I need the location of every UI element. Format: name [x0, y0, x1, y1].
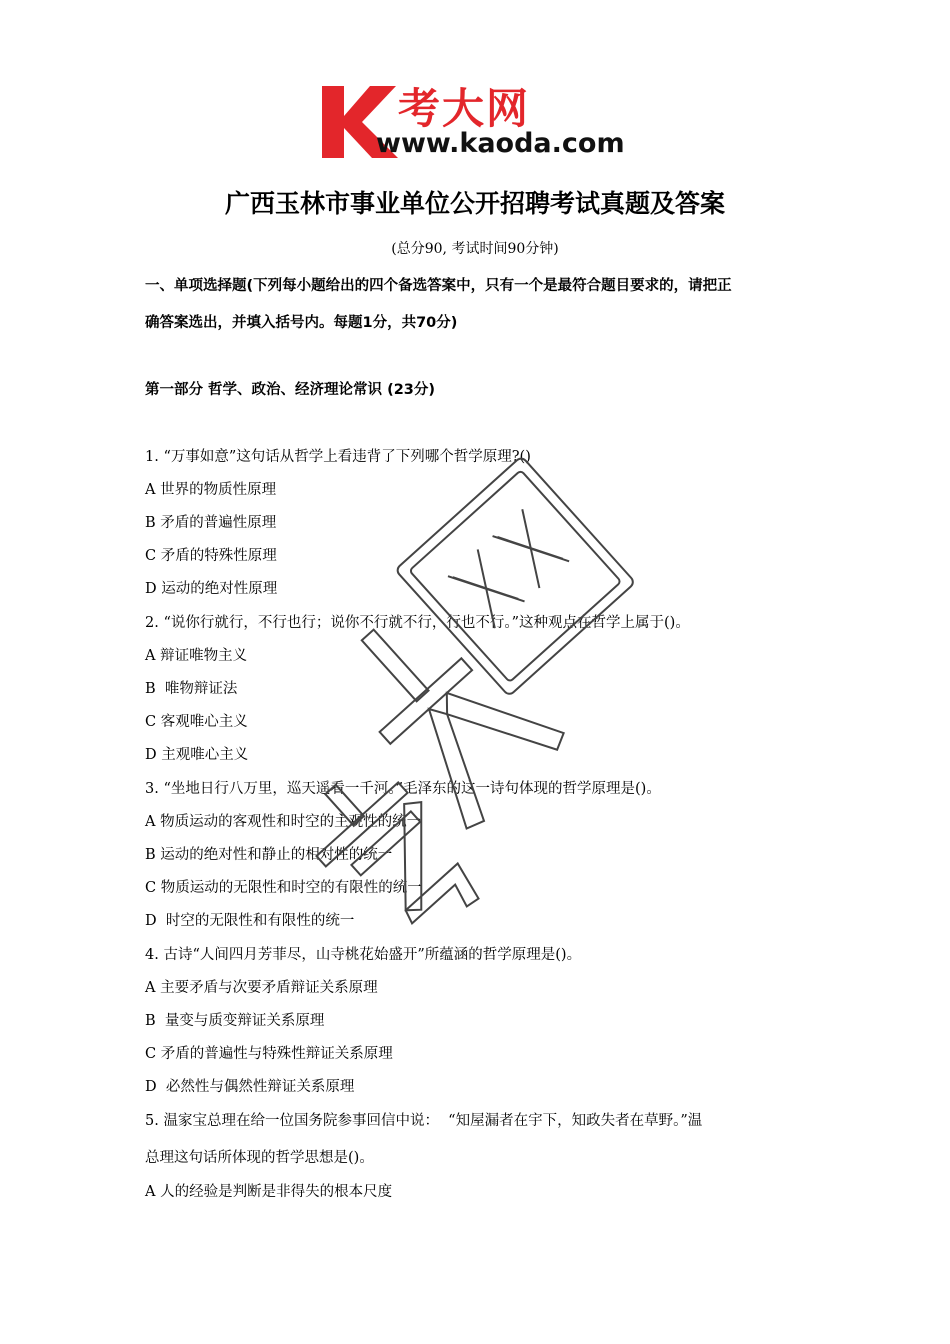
answer-option: C 矛盾的普遍性与特殊性辩证关系原理 — [145, 1046, 393, 1062]
answer-option: B 量变与质变辩证关系原理 — [145, 1013, 325, 1029]
answer-option: C 客观唯心主义 — [145, 714, 248, 730]
question-stem: 3. “坐地日行八万里，巡天遥看一千河。”毛泽东的这一诗句体现的哲学原理是()。 — [145, 781, 661, 797]
section-heading-line1: 一、单项选择题(下列每小题给出的四个备选答案中，只有一个是最符合题目要求的，请把正 — [145, 278, 732, 294]
question-stem: 1. “万事如意”这句话从哲学上看违背了下列哪个哲学原理?() — [145, 449, 531, 465]
document-title: 广西玉林市事业单位公开招聘考试真题及答案 — [224, 189, 725, 218]
document-subtitle: (总分90, 考试时间90分钟) — [391, 241, 559, 257]
answer-option: A 人的经验是判断是非得失的根本尺度 — [145, 1184, 393, 1200]
question-stem-line1: 5. 温家宝总理在给一位国务院参事回信中说： “知屋漏者在宇下，知政失者在草野。”温 — [145, 1113, 703, 1129]
section-heading-line2: 确答案选出，并填入括号内。每题1分，共70分) — [145, 315, 458, 331]
answer-option: C 矛盾的特殊性原理 — [145, 548, 277, 564]
answer-option: D 必然性与偶然性辩证关系原理 — [145, 1079, 355, 1095]
answer-option: A 辩证唯物主义 — [145, 648, 248, 664]
kaoda-logo — [318, 82, 638, 162]
answer-option: A 世界的物质性原理 — [145, 482, 277, 498]
answer-option: D 运动的绝对性原理 — [145, 581, 278, 597]
answer-option: A 主要矛盾与次要矛盾辩证关系原理 — [145, 980, 378, 996]
answer-option: B 运动的绝对性和静止的相对性的统一 — [145, 847, 393, 863]
part-title: 第一部分 哲学、政治、经济理论常识 (23分) — [145, 382, 436, 398]
question-stem: 4. 古诗“人间四月芳菲尽，山寺桃花始盛开”所蕴涵的哲学原理是()。 — [145, 947, 582, 963]
logo-brand-cn: 考大网 — [398, 84, 531, 133]
question-stem-line2: 总理这句话所体现的哲学思想是()。 — [145, 1150, 374, 1166]
answer-option: C 物质运动的无限性和时空的有限性的统一 — [145, 880, 422, 896]
answer-option: D 时空的无限性和有限性的统一 — [145, 913, 355, 929]
question-stem: 2. “说你行就行，不行也行；说你不行就不行，行也不行。”这种观点在哲学上属于()。 — [145, 615, 690, 631]
answer-option: A 物质运动的客观性和时空的主观性的统一 — [145, 814, 422, 830]
answer-option: B 矛盾的普遍性原理 — [145, 515, 277, 531]
logo-url: www.kaoda.com — [376, 128, 625, 159]
answer-option: B 唯物辩证法 — [145, 681, 238, 697]
answer-option: D 主观唯心主义 — [145, 747, 249, 763]
